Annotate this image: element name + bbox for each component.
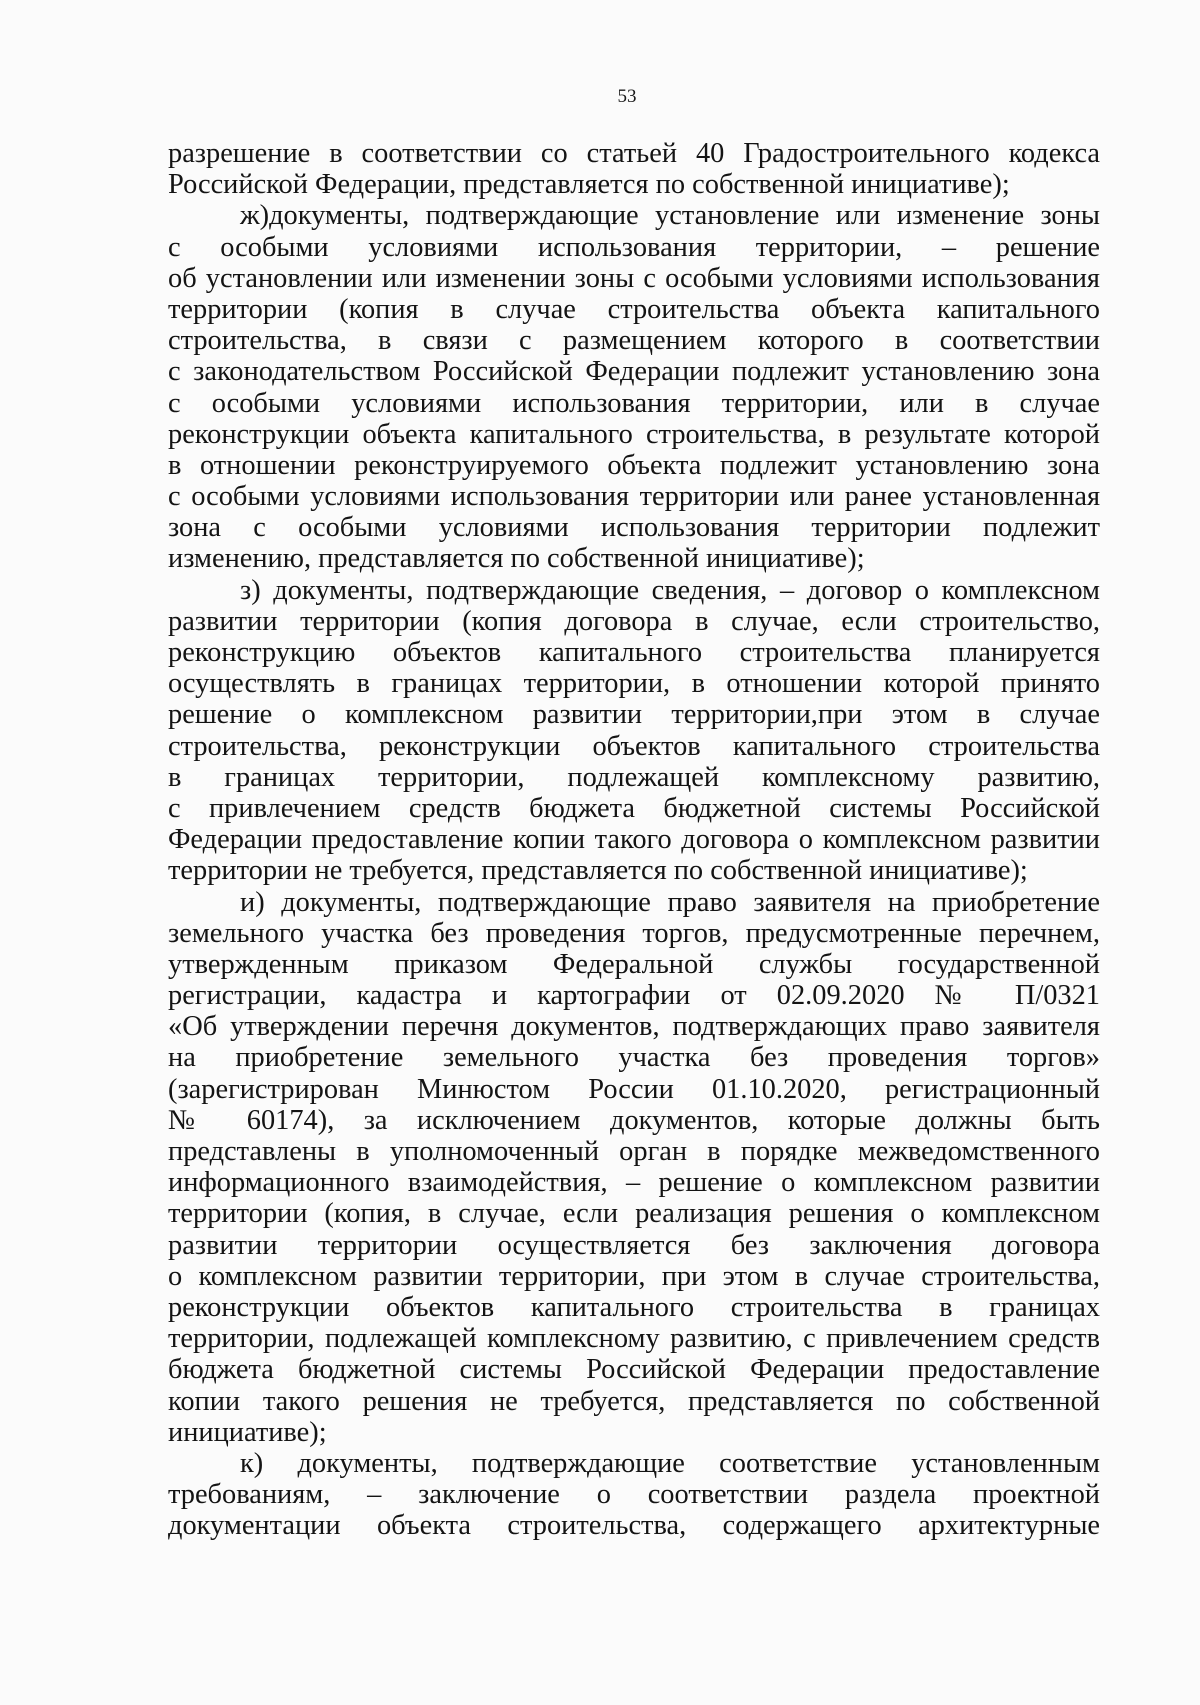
text-line: (зарегистрирован Минюстом России 01.10.2020, регистрационный bbox=[168, 1073, 1100, 1105]
text-line: № 60174), за исключением документов, которые должны быть bbox=[168, 1104, 1100, 1136]
page-number: 53 bbox=[617, 86, 637, 107]
text-line: осуществлять в границах территории, в отношении которой принято bbox=[168, 668, 1100, 700]
text-line: «Об утверждении перечня документов, подтверждающих право заявителя bbox=[168, 1011, 1100, 1043]
text-line: зона с особыми условиями использования территории подлежит bbox=[168, 512, 1100, 544]
text-line: требованиям, – заключение о соответствии раздела проектной bbox=[168, 1479, 1100, 1511]
text-line: представлены в уполномоченный орган в порядке межведомственного bbox=[168, 1136, 1100, 1167]
text-line: территории, подлежащей комплексному развитию, с привлечением средств bbox=[168, 1323, 1100, 1355]
text-line: территории (копия, в случае, если реализация решения о комплексном bbox=[168, 1198, 1100, 1230]
text-line: с особыми условиями использования территории или ранее установленная bbox=[168, 481, 1100, 513]
text-line: о комплексном развитии территории, при этом в случае строительства, bbox=[168, 1260, 1100, 1292]
text-line: территории (копия в случае строительства объекта капитального bbox=[168, 293, 1100, 325]
text-line: строительства, реконструкции объектов капитального строительства bbox=[168, 730, 1100, 762]
text-line: реконструкции объектов капитального строительства в границах bbox=[168, 1291, 1100, 1323]
text-line: и) документы, подтверждающие право заявителя на приобретение bbox=[240, 886, 1100, 918]
text-line: с особыми условиями использования территории, или в случае bbox=[168, 387, 1100, 419]
text-line: решение о комплексном развитии территории,при этом в случае bbox=[168, 699, 1100, 731]
text-line: утвержденным приказом Федеральной службы государственной bbox=[168, 948, 1100, 980]
text-line: реконструкции объекта капитального строительства, в результате которой bbox=[168, 418, 1100, 450]
text-line: з) документы, подтверждающие сведения, – договор о комплексном bbox=[240, 574, 1100, 606]
text-line: в отношении реконструируемого объекта подлежит установлению зона bbox=[168, 449, 1100, 481]
text-line: с законодательством Российской Федерации подлежит установлению зона bbox=[168, 356, 1100, 388]
text-line: Федерации предоставление копии такого договора о комплексном развитии bbox=[168, 824, 1100, 856]
text-line: об установлении или изменении зоны с особыми условиями использования bbox=[168, 262, 1100, 294]
document-body bbox=[168, 138, 1100, 1541]
text-line: в границах территории, подлежащей комплексному развитию, bbox=[168, 761, 1100, 793]
text-line: ж)документы, подтверждающие установление или изменение зоны bbox=[240, 200, 1100, 232]
text-line: инициативе); bbox=[168, 1416, 327, 1448]
text-line: развитии территории (копия договора в случае, если строительство, bbox=[168, 605, 1100, 637]
text-line: с привлечением средств бюджета бюджетной системы Российской bbox=[168, 792, 1100, 824]
text-line: развитии территории осуществляется без заключения договора bbox=[168, 1229, 1100, 1261]
text-line: регистрации, кадастра и картографии от 02.09.2020 № П/0321 bbox=[168, 980, 1100, 1012]
text-line: строительства, в связи с размещением которого в соответствии bbox=[168, 325, 1100, 357]
text-line: бюджета бюджетной системы Российской Федерации предоставление bbox=[168, 1354, 1100, 1386]
text-line: реконструкцию объектов капитального строительства планируется bbox=[168, 637, 1100, 668]
text-line: документации объекта строительства, содержащего архитектурные bbox=[168, 1510, 1100, 1542]
text-line: разрешение в соответствии со статьей 40 Градостроительного кодекса bbox=[168, 138, 1100, 169]
text-line: изменению, представляется по собственной инициативе); bbox=[168, 543, 865, 575]
text-line: на приобретение земельного участка без проведения торгов» bbox=[168, 1042, 1100, 1074]
text-line: земельного участка без проведения торгов, предусмотренные перечнем, bbox=[168, 917, 1100, 949]
text-line: территории не требуется, представляется по собственной инициативе); bbox=[168, 855, 1028, 887]
text-line: с особыми условиями использования территории, – решение bbox=[168, 231, 1100, 263]
text-line: информационного взаимодействия, – решение о комплексном развитии bbox=[168, 1167, 1100, 1199]
text-line: Российской Федерации, представляется по собственной инициативе); bbox=[168, 169, 1010, 201]
text-line: копии такого решения не требуется, представляется по собственной bbox=[168, 1385, 1100, 1417]
text-line: к) документы, подтверждающие соответствие установленным bbox=[240, 1447, 1100, 1479]
